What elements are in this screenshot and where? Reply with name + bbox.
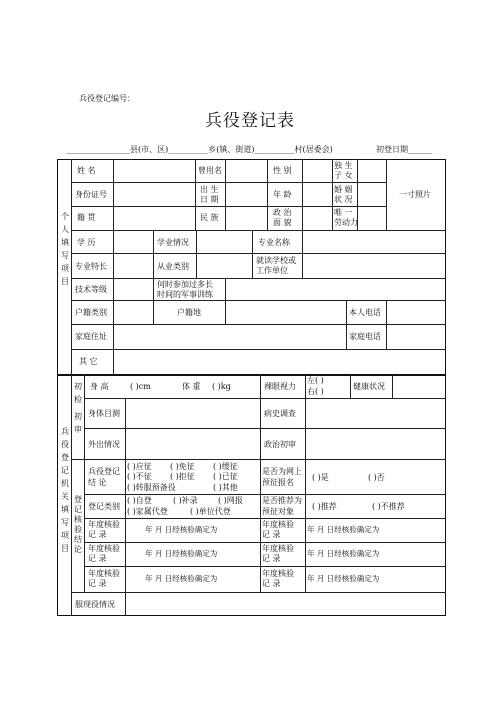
weight-field[interactable]: ( )kg — [212, 382, 231, 391]
annual-check-section-label: 登记核验结论 — [74, 495, 82, 554]
office-section-label: 兵役登记机关填写项目 — [61, 427, 69, 553]
political-review-label: 政治初审 — [264, 440, 296, 449]
annual-record-label-2: 记 录 — [88, 579, 107, 588]
conclusion-label-2: 结 论 — [88, 478, 107, 487]
label-column-divider — [71, 159, 72, 616]
photo-placeholder: 一寸照片 — [399, 190, 431, 199]
outside-status-label: 外出情况 — [88, 440, 120, 449]
personal-phone-label: 本人电话 — [349, 308, 381, 317]
physical-check-label: 身体目测 — [88, 409, 120, 418]
online-label-2: 预征报名 — [262, 478, 294, 487]
home-address-label: 家庭住址 — [75, 332, 107, 341]
annual-record-label-1: 年度核验 — [262, 520, 294, 529]
sole-labor-label-2: 劳动力 — [334, 218, 358, 227]
annual-record-label-1: 年度核验 — [262, 569, 294, 578]
recommend-label-1: 是否推荐为 — [262, 496, 302, 505]
annual-record-label-1: 年度核验 — [88, 544, 120, 553]
annual-record-label-1: 年度核验 — [262, 544, 294, 553]
recommend-label-2: 预征对象 — [262, 507, 294, 516]
age-label: 年 龄 — [273, 190, 292, 199]
birth-label-1: 出 生 — [200, 185, 219, 194]
vision-left-field[interactable]: 左( ) — [307, 376, 324, 385]
sole-labor-label-1: 唯 一 — [334, 208, 353, 217]
political-label-1: 政 治 — [273, 208, 292, 217]
not-recommend-option[interactable]: ( )不推荐 — [372, 502, 405, 511]
online-no-option[interactable]: ( )否 — [368, 473, 385, 482]
option-self-register[interactable]: ( )自登 — [127, 496, 152, 505]
annual-record-label-2: 记 录 — [262, 530, 281, 539]
annual-record-text: 年 月 日经核验确定为 — [307, 574, 380, 583]
annual-record-label-1: 年度核验 — [88, 569, 120, 578]
vision-right-field[interactable]: 右( ) — [307, 387, 324, 396]
option-defer[interactable]: ( )缓征 — [213, 462, 238, 471]
skill-level-label: 技术等级 — [75, 285, 107, 294]
school-label-2: 工作单位 — [256, 266, 288, 275]
native-place-label: 籍 贯 — [77, 213, 96, 222]
household-place-label: 户籍地 — [177, 308, 201, 317]
vision-label: 裸眼视力 — [264, 382, 296, 391]
annual-record-label-1: 年度核验 — [88, 520, 120, 529]
option-reserve[interactable]: ( )转服预备役 — [127, 483, 176, 492]
annual-record-text: 年 月 日经核验确定为 — [307, 525, 380, 534]
household-category-label: 户籍类别 — [75, 308, 107, 317]
marriage-label-2: 状 况 — [334, 195, 353, 204]
major-label: 专业名称 — [258, 238, 290, 247]
annual-record-text: 年 月 日经核验确定为 — [307, 549, 380, 558]
option-other[interactable]: ( )其他 — [213, 483, 238, 492]
medical-history-label: 病史调查 — [264, 409, 296, 418]
name-label: 姓 名 — [77, 166, 96, 175]
registration-category-label: 登记类别 — [88, 502, 120, 511]
annual-record-text: 年 月 日经核验确定为 — [145, 525, 218, 534]
annual-record-label-2: 记 录 — [88, 554, 107, 563]
education-label: 学 历 — [77, 238, 96, 247]
employment-type-label: 从业类别 — [157, 262, 189, 271]
first-registration-date: 初登日期______ — [376, 145, 432, 154]
option-exempt[interactable]: ( )免征 — [170, 462, 195, 471]
annual-record-label-2: 记 录 — [88, 530, 107, 539]
weight-label: 体 重 — [182, 382, 201, 391]
ethnic-label: 民 族 — [200, 213, 219, 222]
only-child-label-1: 独 生 — [334, 161, 353, 170]
annual-record-label-2: 记 录 — [262, 579, 281, 588]
annual-record-label-2: 记 录 — [262, 554, 281, 563]
annual-record-text: 年 月 日经核验确定为 — [145, 549, 218, 558]
personal-section-label: 个人填写项目 — [61, 212, 69, 286]
political-label-2: 面 貌 — [273, 218, 292, 227]
online-yes-option[interactable]: ( )是 — [312, 473, 329, 482]
home-phone-label: 家庭电话 — [349, 332, 381, 341]
height-field[interactable]: ( )cm — [130, 382, 151, 391]
option-enlist[interactable]: ( )应征 — [127, 462, 152, 471]
page-title: 兵役登记表 — [205, 111, 295, 131]
health-status-label: 健康状况 — [353, 382, 385, 391]
id-number-label: 身份证号 — [75, 190, 107, 199]
online-label-1: 是否为网上 — [262, 467, 302, 476]
annual-record-text: 年 月 日经核验确定为 — [145, 574, 218, 583]
marriage-label-1: 婚 姻 — [334, 185, 353, 194]
option-not-enlist[interactable]: ( )不征 — [127, 472, 152, 481]
option-unit-register[interactable]: ( )单位代登 — [190, 507, 231, 516]
option-family-register[interactable]: ( )家属代登 — [127, 507, 168, 516]
option-supplement[interactable]: ( )补录 — [173, 496, 198, 505]
option-online[interactable]: ( )网报 — [218, 496, 243, 505]
height-label: 身 高 — [90, 382, 109, 391]
initial-review-label: 初审 — [74, 412, 82, 434]
option-refuse[interactable]: ( )拒征 — [170, 472, 195, 481]
used-name-label: 曾用名 — [198, 166, 222, 175]
school-label-1: 就读学校或 — [256, 256, 296, 265]
option-enlisted[interactable]: ( )已征 — [213, 472, 238, 481]
initial-check-label: 初检 — [74, 382, 82, 404]
specialty-label: 专业特长 — [75, 262, 107, 271]
other-label: 其 它 — [79, 357, 98, 366]
education-status-label: 学业情况 — [157, 238, 189, 247]
active-service-label: 服现役情况 — [75, 600, 115, 609]
region-line: ________________县(市、区)__________乡(镇、街道)__________村(居委会) — [66, 145, 333, 154]
training-label-1: 何时参加过多长 — [157, 280, 213, 289]
sex-label: 性 别 — [273, 166, 292, 175]
section-divider — [57, 374, 446, 376]
conclusion-label-1: 兵役登记 — [88, 467, 120, 476]
recommend-option[interactable]: ( )推荐 — [312, 502, 337, 511]
training-label-2: 时间的军事训练 — [157, 290, 213, 299]
registration-number-label: 兵役登记编号： — [79, 94, 135, 103]
only-child-label-2: 子 女 — [334, 171, 353, 180]
birth-label-2: 日 期 — [200, 195, 219, 204]
